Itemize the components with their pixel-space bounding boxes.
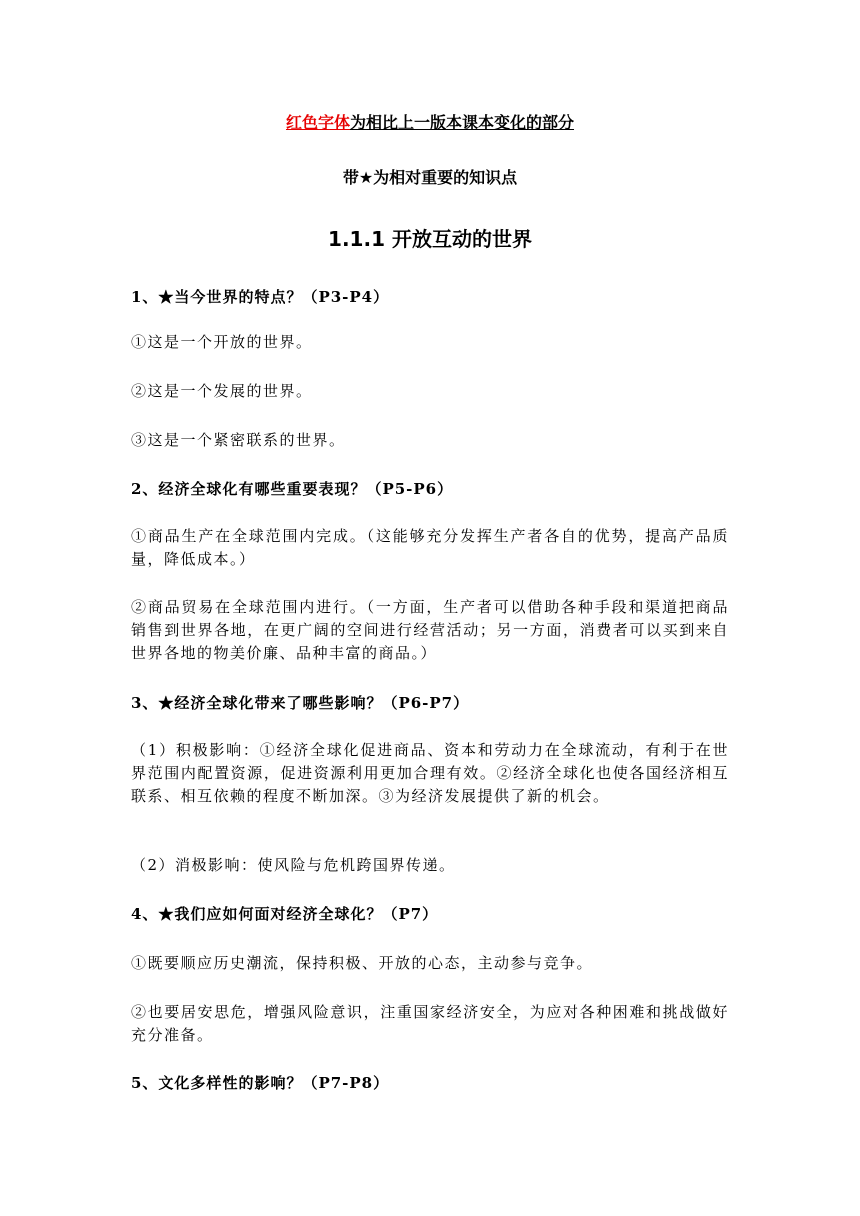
red-font-label: 红色字体 — [285, 113, 350, 132]
question-3: 3、★经济全球化带来了哪些影响？（P6-P7） — [131, 694, 470, 712]
answer-4-2: ②也要居安思危，增强风险意识，注重国家经济安全，为应对各种困难和挑战做好充分准备。 — [131, 1003, 729, 1044]
change-note-text: 为相比上一版本课本变化的部分 — [350, 113, 575, 132]
question-5: 5、文化多样性的影响？（P7-P8） — [131, 1074, 390, 1092]
answer-1-3: ③这是一个紧密联系的世界。 — [131, 431, 346, 449]
question-4: 4、★我们应如何面对经济全球化？（P7） — [131, 905, 439, 923]
answer-3-1: （1）积极影响：①经济全球化促进商品、资本和劳动力在全球流动，有利于在世界范围内配置资源，促进资源利用更加合理有效。②经济全球化也使各国经济相互联系、相互依赖的程度不断加深。③为经济发展提供了新的机会。 — [131, 741, 729, 805]
answer-2-1: ①商品生产在全球范围内完成。（这能够充分发挥生产者各自的优势，提高产品质量，降低成本。） — [131, 527, 729, 568]
answer-3-2: （2）消极影响：使风险与危机跨国界传递。 — [131, 856, 456, 874]
answer-2-2: ②商品贸易在全球范围内进行。（一方面，生产者可以借助各种手段和渠道把商品销售到世界各地，在更广阔的空间进行经营活动；另一方面，消费者可以买到来自世界各地的物美价廉、品种丰富的商品。） — [131, 598, 729, 662]
answer-1-2: ②这是一个发展的世界。 — [131, 382, 313, 400]
question-2: 2、经济全球化有哪些重要表现？（P5-P6） — [131, 480, 454, 498]
change-note — [0, 110, 860, 133]
answer-1-1: ①这是一个开放的世界。 — [131, 333, 313, 351]
answer-4-1: ①既要顺应历史潮流，保持积极、开放的心态，主动参与竞争。 — [131, 954, 594, 972]
page-title: 1.1.1 开放互动的世界 — [328, 227, 532, 251]
question-1: 1、★当今世界的特点？（P3-P4） — [131, 288, 390, 306]
star-note: 带★为相对重要的知识点 — [342, 168, 518, 187]
